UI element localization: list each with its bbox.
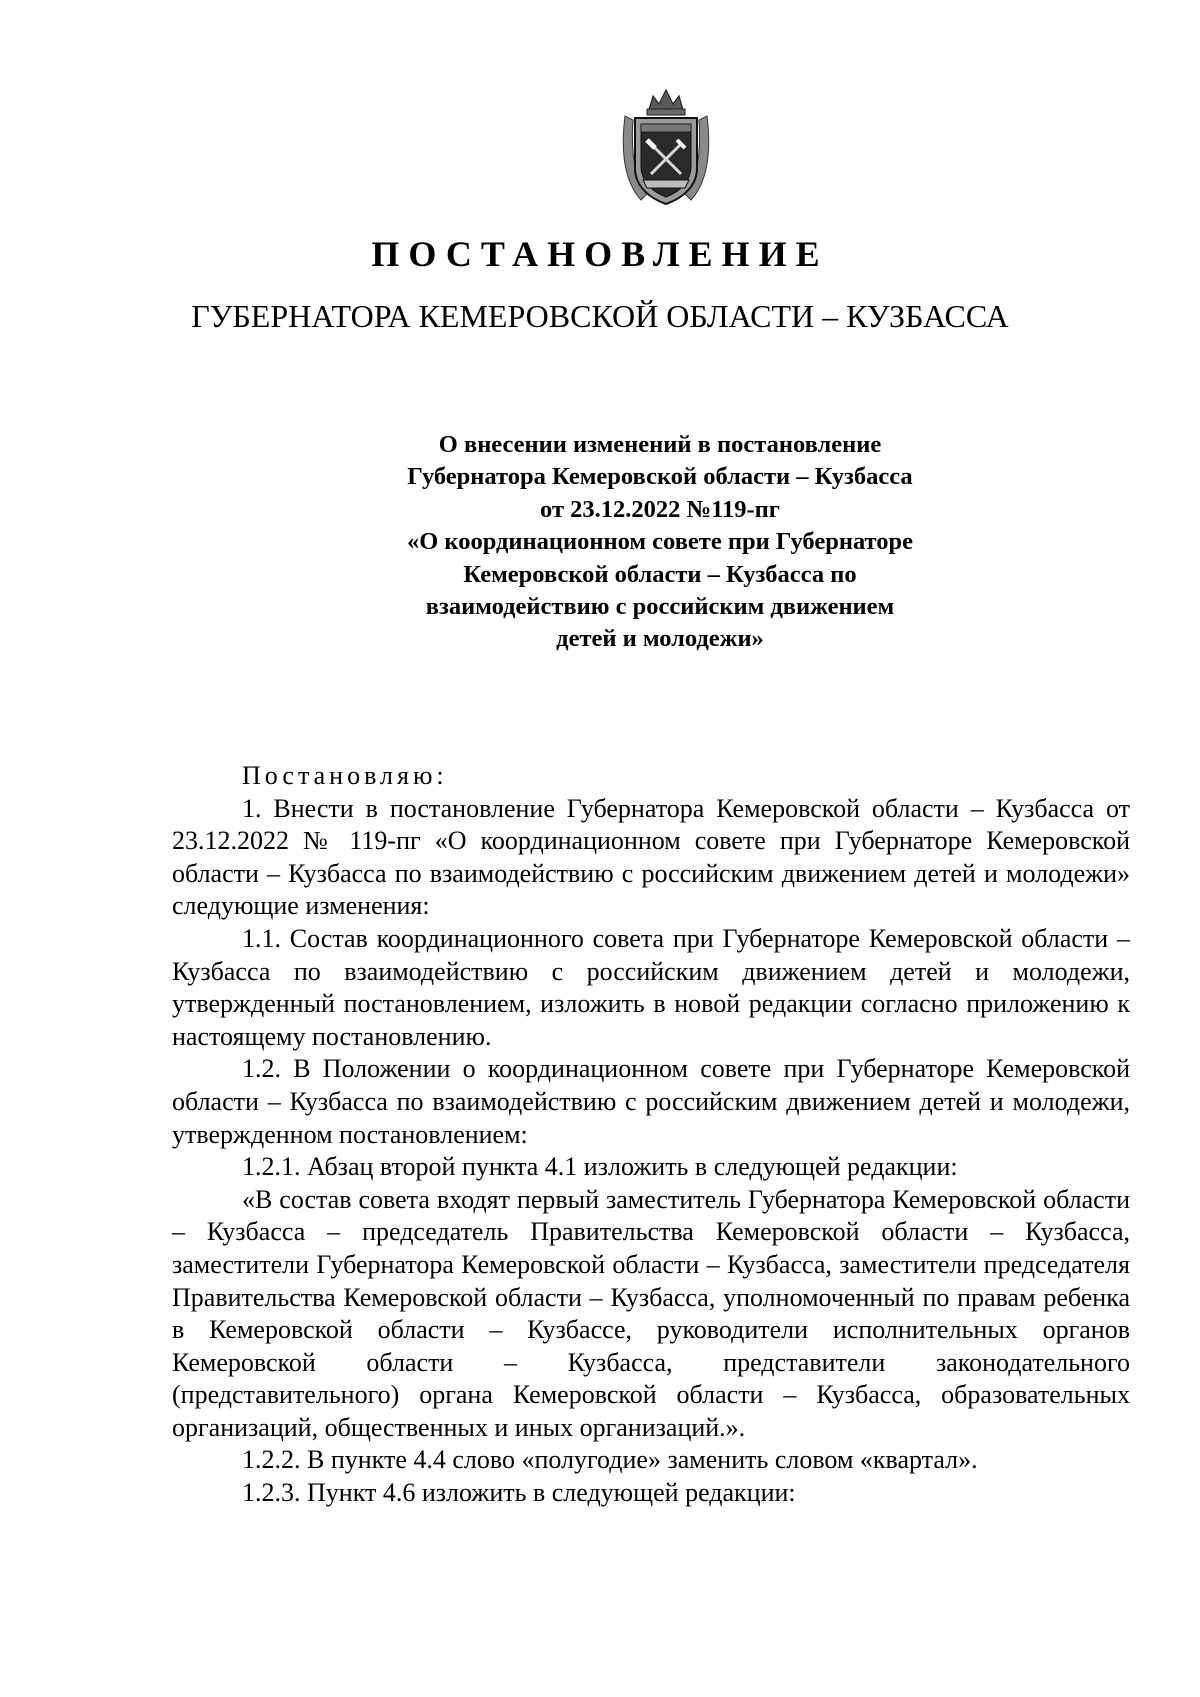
subject-line: от 23.12.2022 №119-пг xyxy=(540,495,780,523)
paragraph: 1. Внести в постановление Губернатора Кемеровской области – Кузбасса от 23.12.2022 № 119-пг «О координационном совете при Губернаторе Кемеровской области – Кузбасса по взаимодействию с российским движением детей и молодежи» следующие изменения: xyxy=(172,793,1130,921)
subject-line: Губернатора Кемеровской области – Кузбасса xyxy=(407,463,913,491)
paragraph: 1.2.1. Абзац второй пункта 4.1 изложить в следующей редакции: xyxy=(242,1152,958,1182)
paragraph: 1.1. Состав координационного совета при Губернаторе Кемеровской области – Кузбасса по взаимодействию с российским движением детей и молодежи, утвержденный постановлением, изложить в новой редакции согласно приложению к настоящему постановлению. xyxy=(172,923,1130,1051)
decree-word: Постановляю: xyxy=(242,761,448,790)
document-subject xyxy=(300,429,1020,656)
paragraph: 1.2.3. Пункт 4.6 изложить в следующей редакции: xyxy=(242,1478,796,1508)
paragraph: «В состав совета входят первый заместитель Губернатора Кемеровской области – Кузбасса – председатель Правительства Кемеровской области – Кузбасса, заместители Губернатора Кемеровской области – Кузбасса, заместители председателя Правительства Кемеровской области – Кузбасса, уполномоченный по правам ребенка в Кемеровской области – Кузбассе, руководители исполнительных органов Кемеровской области – Кузбасса, представители законодательного (представительного) органа Кемеровской области – Кузбасса, образовательных организаций, общественных и иных организаций.». xyxy=(172,1184,1130,1442)
document-issuer: ГУБЕРНАТОРА КЕМЕРОВСКОЙ ОБЛАСТИ – КУЗБАССА xyxy=(191,298,1009,334)
document-body xyxy=(172,760,1130,1510)
subject-line: «О координационном совете при Губернаторе xyxy=(406,528,914,556)
paragraph: 1.2. В Положении о координационном совете при Губернаторе Кемеровской области – Кузбасса по взаимодействию с российским движением детей и молодежи, утвержденном постановлением: xyxy=(172,1054,1130,1149)
subject-line: О внесении изменений в постановление xyxy=(438,431,882,458)
subject-line: Кемеровской области – Кузбасса по xyxy=(463,560,857,588)
document-title: ПОСТАНОВЛЕНИЕ xyxy=(371,234,829,274)
coat-of-arms-icon xyxy=(619,88,713,210)
subject-line: взаимодействию с российским движением xyxy=(425,593,895,621)
paragraph: 1.2.2. В пункте 4.4 слово «полугодие» заменить словом «квартал». xyxy=(242,1445,978,1475)
subject-line: детей и молодежи» xyxy=(556,625,764,653)
